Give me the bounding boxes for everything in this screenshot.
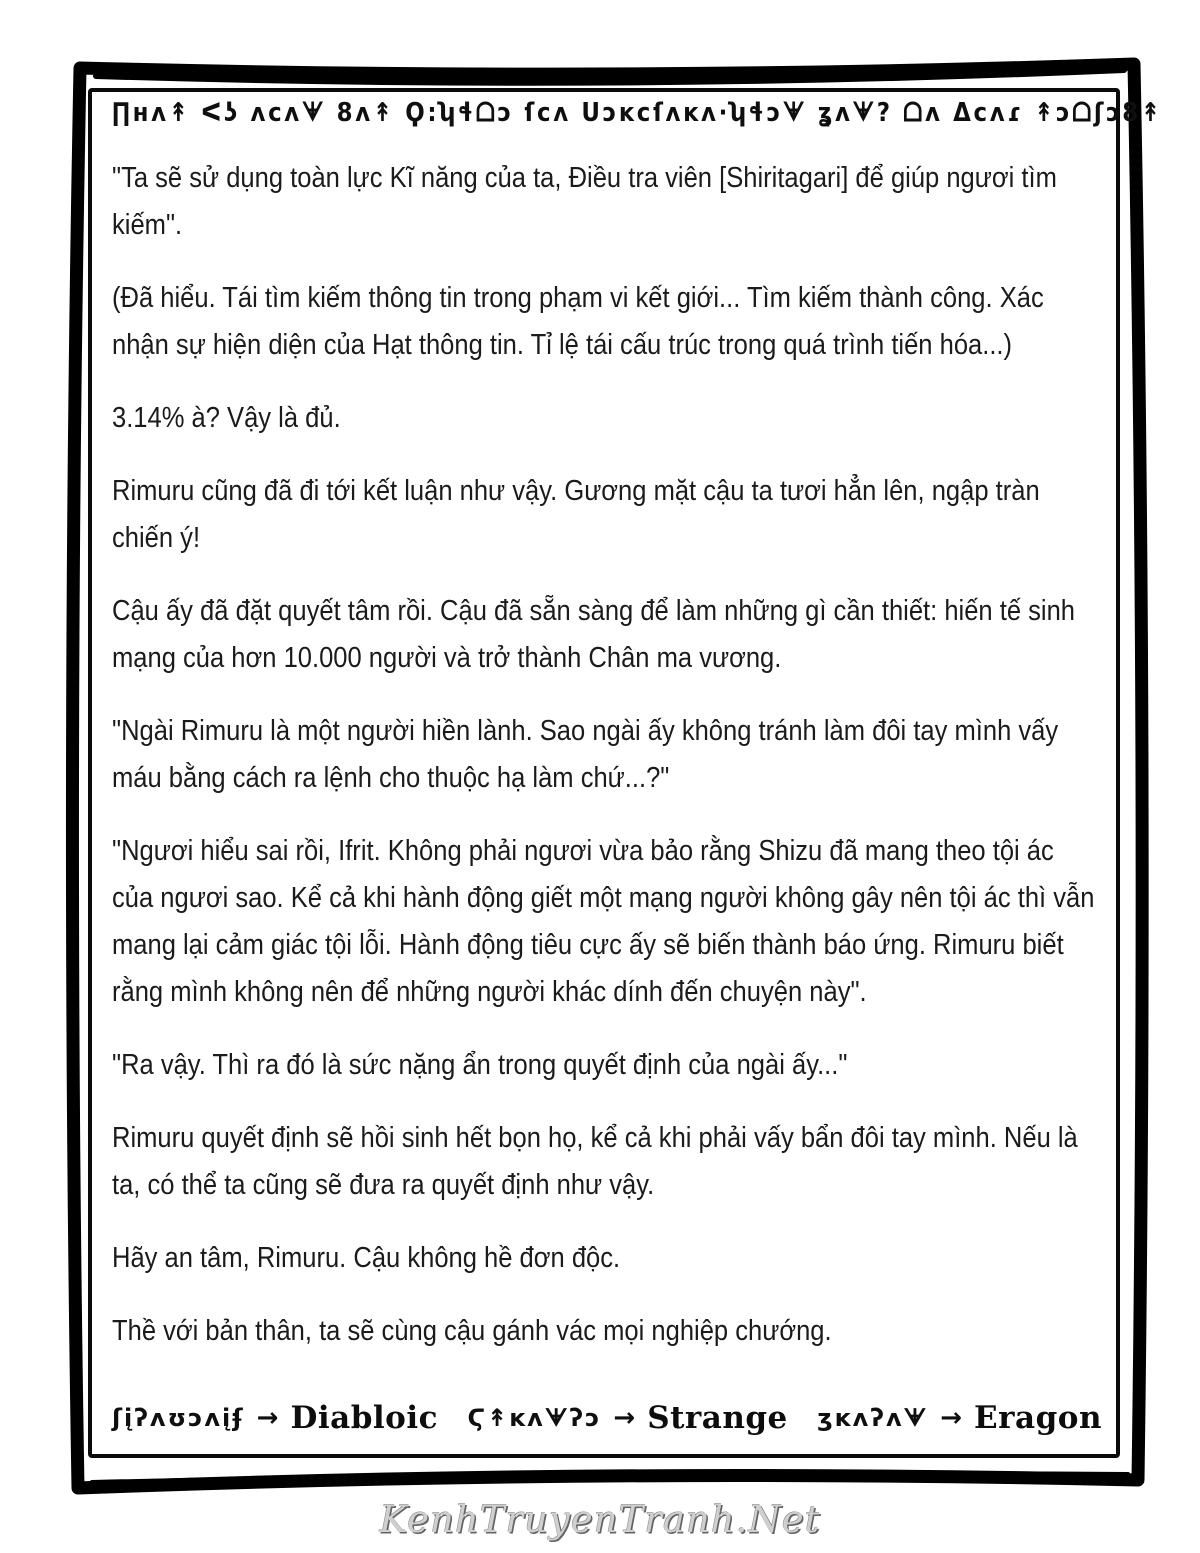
diabloic-label: Diabloic <box>290 1400 438 1436</box>
arrow-icon: → <box>613 1403 636 1433</box>
font-legend <box>112 1400 1102 1436</box>
paragraph-ifrit-question: "Ngài Rimuru là một người hiền lành. Sao ngài ấy không tránh làm đôi tay mình vấy máu bằng cách ra lệnh cho thuộc hạ làm chứ...?" <box>112 715 1059 794</box>
arrow-icon: → <box>940 1403 963 1433</box>
paragraph-decision: Rimuru quyết định sẽ hồi sinh hết bọn họ, kể cả khi phải vấy bẩn đôi tay mình. Nếu là ta, có thể ta cũng sẽ đưa ra quyết định như vậy. <box>112 1122 1078 1201</box>
paragraph-dialogue-skill: "Ta sẽ sử dụng toàn lực Kĩ năng của ta, Điều tra viên [Shiritagari] để giúp ngươi tìm kiếm". <box>112 162 1057 241</box>
header-runes-right: ·ʮɬᴐᗖ ʓᴧᗖ? ᗝᴧ ᐃᴄᴧɾ ↟ᴐᗝʃᴐ8↟ <box>718 98 1163 128</box>
legend-item-eragon <box>817 1400 1102 1436</box>
paragraph-ifrit-realization: "Ra vậy. Thì ra đó là sức nặng ẩn trong quyết định của ngài ấy..." <box>112 1049 848 1081</box>
site-watermark: KenhTruyenTranh.Net <box>379 1498 821 1541</box>
eragon-label: Eragon <box>974 1400 1102 1436</box>
strange-label: Strange <box>647 1400 788 1436</box>
paragraph-reassurance: Hãy an tâm, Rimuru. Cậu không hề đơn độc. <box>112 1242 621 1274</box>
text-column <box>112 98 1163 1381</box>
paragraph-rimuru-conclusion: Rimuru cũng đã đi tới kết luận như vậy. Gương mặt cậu ta tươi hẳn lên, ngập tràn chiến ý! <box>112 475 1040 554</box>
legend-item-diabloic <box>112 1400 438 1436</box>
paragraph-system-report: (Đã hiểu. Tái tìm kiếm thông tin trong phạm vi kết giới... Tìm kiếm thành công. Xác nhận sự hiện diện của Hạt thông tin. Tỉ lệ tái cấu trúc trong quá trình tiến hóa...) <box>112 282 1044 361</box>
frame-bottom-accent-stroke <box>92 1473 1128 1482</box>
frame-top-accent-stroke <box>96 70 1124 83</box>
strange-runes: Ϛ↟ᴋᴧᗖʔᴐ <box>467 1404 602 1432</box>
eragon-runes: ʒᴋᴧʔᴧᗖ <box>817 1404 929 1432</box>
paragraph-percentage: 3.14% à? Vậy là đủ. <box>112 402 341 434</box>
paragraph-reply-to-ifrit: "Ngươi hiểu sai rồi, Ifrit. Không phải ngươi vừa bảo rằng Shizu đã mang theo tội ác của ngươi sao. Kể cả khi hành động giết một mạng người không gây nên tội ác thì vẫn mang lại cảm giác tội lỗi. Hành động tiêu cực ấy sẽ biến thành báo ứng. Rimuru biết rằng mình không nên để những người khác dính đến chuyện này". <box>112 835 1095 1008</box>
runic-header <box>112 98 1163 129</box>
header-runes-left: ∏ʜᴧ↟ ᐸʖ ᴧᴄᴧᗖ 8ᴧ↟ Ϙ:ʮɬᗝᴐ ſᴄᴧ ᑌᴐĸᴄſᴧĸᴧ <box>112 98 719 128</box>
paragraph-resolve: Cậu ấy đã đặt quyết tâm rồi. Cậu đã sẵn sàng để làm những gì cần thiết: hiến tế sinh mạng của hơn 10.000 người và trở thành Chân ma vương. <box>112 595 1076 674</box>
legend-item-strange <box>468 1400 788 1436</box>
diabloic-runes: ʃįʔᴧʊᴐᴧįʄ <box>112 1404 245 1432</box>
arrow-icon: → <box>256 1403 279 1433</box>
paragraph-oath: Thề với bản thân, ta sẽ cùng cậu gánh vác mọi nghiệp chướng. <box>112 1315 832 1347</box>
